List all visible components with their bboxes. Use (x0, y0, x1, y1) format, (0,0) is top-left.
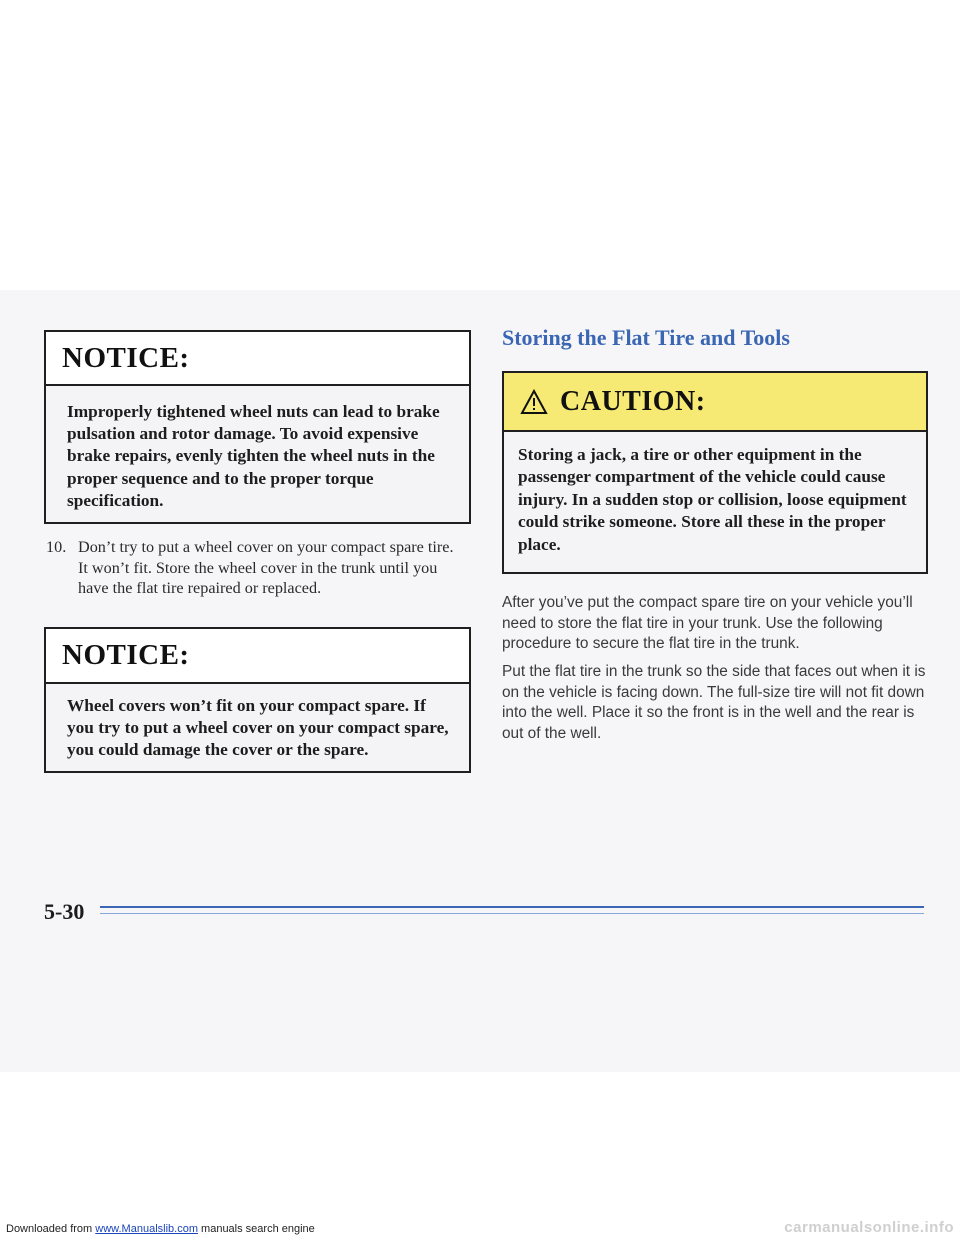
notice-header (46, 332, 469, 386)
paragraph-put-flat-tire: Put the flat tire in the trunk so the side that faces out when it is on the vehicle is facing down. The full-size tire will not fit down into the well. Place it so the front is in the well and the rear is out of the well. (502, 663, 926, 742)
step-number: 10. (46, 538, 67, 556)
download-suffix: manuals search engine (197, 1223, 315, 1235)
step-text: Don’t try to put a wheel cover on your compact spare tire. It won’t fit. Store the wheel cover in the trunk until you have the flat tire repaired or replaced. (78, 538, 454, 598)
page-number: 5-30 (44, 899, 85, 924)
step-10 (46, 537, 466, 599)
watermark: carmanualsonline.info (784, 1219, 954, 1236)
warning-triangle-icon (520, 389, 548, 415)
caution-box (502, 371, 928, 574)
manualslib-link[interactable]: www.Manualslib.com (95, 1223, 198, 1235)
footer-rule (100, 906, 924, 908)
caution-body: Storing a jack, a tire or other equipment in the passenger compartment of the vehicle could cause injury. In a sudden stop or collision, loose equipment could strike someone. Store all these in the proper place. (518, 445, 907, 554)
notice-title: NOTICE: (62, 639, 190, 671)
footer-rule-thin (100, 913, 924, 914)
caution-title: CAUTION: (560, 385, 706, 417)
caution-header (504, 373, 926, 432)
download-prefix: Downloaded from (6, 1223, 96, 1235)
notice-body: Improperly tightened wheel nuts can lead to brake pulsation and rotor damage. To avoid expensive brake repairs, evenly tighten the wheel nuts in the proper sequence and to the proper torque specification. (67, 402, 440, 510)
notice-box-wheel-covers (44, 627, 471, 773)
download-notice (6, 1223, 315, 1235)
download-footer (0, 1218, 960, 1242)
notice-title: NOTICE: (62, 341, 190, 374)
notice-header (46, 629, 469, 684)
notice-body: Wheel covers won’t fit on your compact spare. If you try to put a wheel cover on your compact spare, you could damage the cover or the spare. (67, 696, 449, 760)
paragraph-after-spare: After you’ve put the compact spare tire on your vehicle you’ll need to store the flat tire in your trunk. Use the following procedure to secure the flat tire in the trunk. (502, 594, 913, 653)
section-heading: Storing the Flat Tire and Tools (502, 325, 790, 350)
notice-box-wheel-nuts (44, 330, 471, 524)
